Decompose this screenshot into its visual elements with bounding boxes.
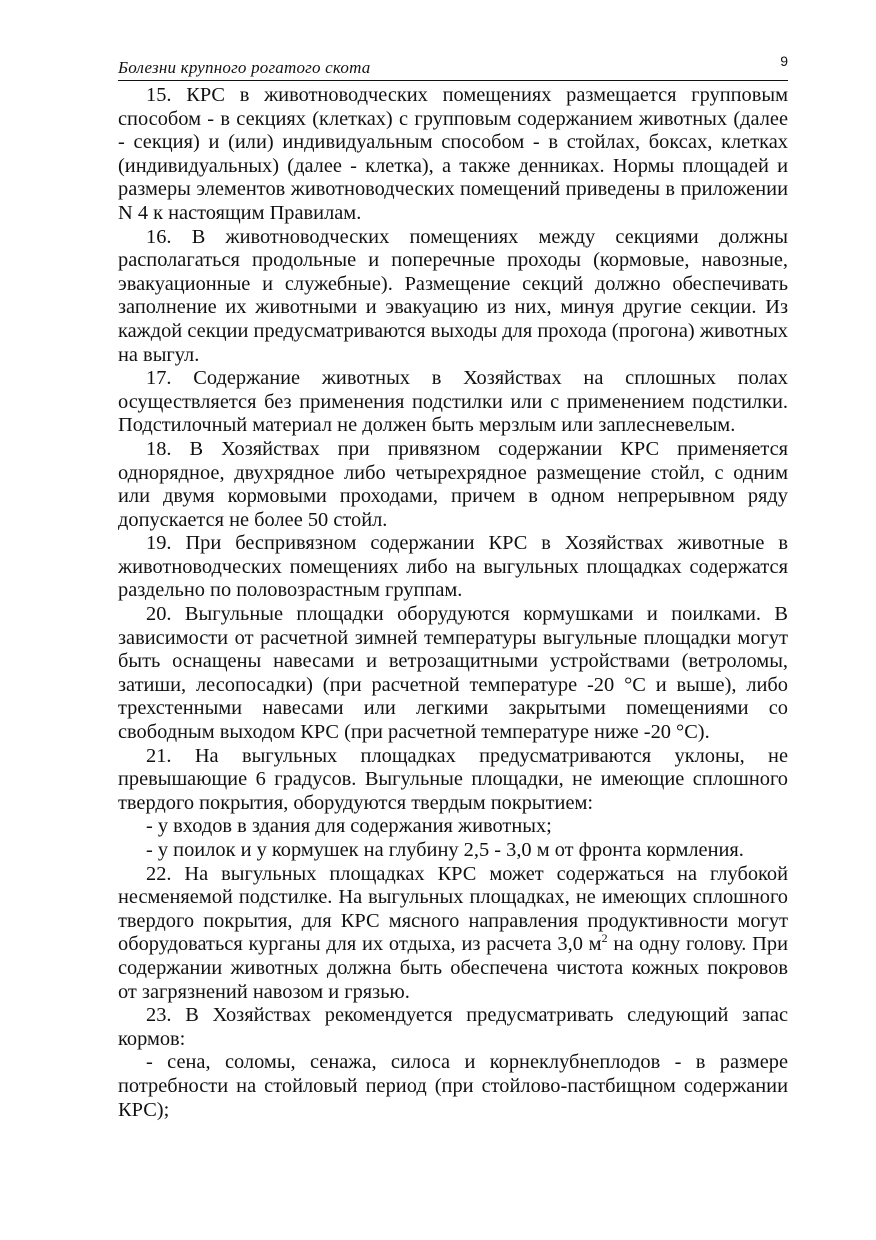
paragraph-22-text-after: на одну голову. При содержании животных должна быть обеспечена чистота кожных покровов от загрязнений навозом и грязью. — [118, 933, 788, 1003]
list-item-drinkers: - у поилок и у кормушек на глубину 2,5 - 3,0 м от фронта кормления. — [146, 839, 744, 861]
list-item-entrances: - у входов в здания для содержания животных; — [146, 815, 552, 838]
paragraph-21: 21. На выгульных площадках предусматриваются уклоны, не превышающие 6 градусов. Выгульные площадки, не имеющие сплошного твердого покрытия, оборудуются твердым покрытием: — [118, 744, 788, 814]
page-number: 9 — [780, 53, 788, 69]
paragraph-19: 19. При беспривязном содержании КРС в Хозяйствах животные в животноводческих помещениях либо на выгульных площадках содержатся раздельно по половозрастным группам. — [118, 532, 788, 602]
paragraph-16: 16. В животноводческих помещениях между секциями должны располагаться продольные и поперечные проходы (кормовые, навозные, эвакуационные и служебные). Размещение секций должно обеспечивать заполнение их животными и эвакуацию из них, минуя другие секции. Из каждой секции предусматриваются выходы для прохода (прогона) животных на выгул. — [118, 225, 788, 366]
running-title: Болезни крупного рогатого скота — [118, 58, 371, 77]
paragraph-17: 17. Содержание животных в Хозяйствах на сплошных полах осуществляется без применения подстилки или с применением подстилки. Подстилочный материал не должен быть мерзлым или заплесневелым. — [118, 367, 788, 437]
paragraph-20: 20. Выгульные площадки оборудуются кормушками и поилками. В зависимости от расчетной зимней температуры выгульные площадки могут быть оснащены навесами и ветрозащитными устройствами (ветроломы, затиши, лесопосадки) (при расчетной температуре -20 °С и выше), либо трехстенными навесами или легкими закрытыми помещениями со свободным выходом КРС (при расчетной температуре ниже -20 °С). — [118, 603, 788, 744]
body-text — [118, 84, 788, 1122]
list-item-feed-reserve: - сена, соломы, сенажа, силоса и корнеклубнеплодов - в размере потребности на стойловый период (при стойлово-пастбищном содержании КРС); — [118, 1051, 788, 1121]
paragraph-22 — [118, 863, 788, 1005]
superscript-squared: 2 — [601, 931, 608, 946]
paragraph-23: 23. В Хозяйствах рекомендуется предусматривать следующий запас кормов: — [118, 1004, 788, 1050]
paragraph-15: 15. КРС в животноводческих помещениях размещается групповым способом - в секциях (клетках) с групповым содержанием животных (далее - секция) и (или) индивидуальным способом - в стойлах, боксах, клетках (индивидуальных) (далее - клетка), а также денниках. Нормы площадей и размеры элементов животноводческих помещений приведены в приложении N 4 к настоящим Правилам. — [118, 84, 788, 224]
paragraph-18: 18. В Хозяйствах при привязном содержании КРС применяется однорядное, двухрядное либо четырехрядное размещение стойл, с одним или двумя кормовыми проходами, причем в одном непрерывном ряду допускается не более 50 стойл. — [118, 437, 788, 531]
page-header — [118, 52, 788, 81]
paragraph-22-text-before: 22. На выгульных площадках КРС может содержаться на глубокой несменяемой подстилке. На выгульных площадках, не имеющих сплошного твердого покрытия, для КРС мясного направления продуктивности могут оборудоваться курганы для их отдыха, из расчета 3,0 м — [118, 862, 788, 956]
